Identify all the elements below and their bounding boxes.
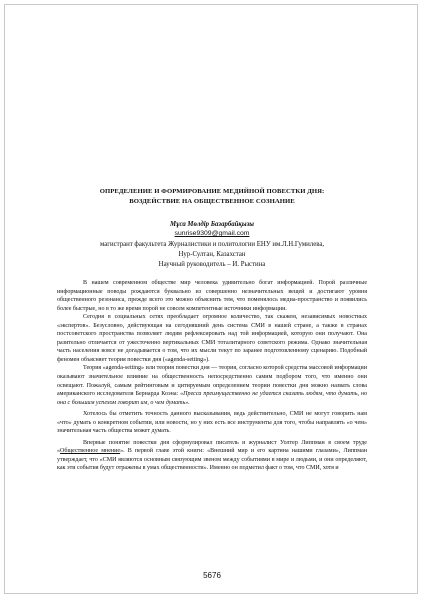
paragraph-5-text-end: ». В первой главе этой книги: «Внешний мир и его картина нашими глазами», Липпман утверждает, что «СМИ являются основным связующим звеном между событиями в мире и людьми, и они определяют, как эти события будут отражены в умах общественности». Именно он подметил факт о том, что СМИ, хотя и	[57, 448, 367, 472]
page-number: 5676	[203, 571, 221, 580]
affiliation-line-2: Нур-Султан, Казахстан	[178, 250, 246, 258]
article-title	[57, 187, 367, 206]
author-affiliation	[57, 240, 367, 269]
public-opinion-link[interactable]: Общественное мнение	[60, 448, 121, 455]
author-email-link[interactable]: sunrise9309@gmail.com	[174, 230, 250, 237]
paragraph-2: Сегодня в социальных сетях преобладает огромное количество, так скажем, независимых новостных «экспертов». Безусловно, действующая на сегодняшний день система СМИ в нашей стране, а также в странах постсоветского пространства позволяет людям рефлексировать над той информацией, которую они получают. Она разительно отличается от ужесточенно вертикальных СМИ тоталитарного советского режима. Однако значительная часть населения вовсе не догадывается о том, что их мысли текут по заранее подготовленному сценарию. Подобный феномен объясняет теория повестки дня («agenda-setting»).	[57, 314, 367, 363]
paragraph-3-text: Теория «agenda-setting» или теория повестки дня — теория, согласно которой средства массовой информации оказывают значительное влияние на общественность непосредственно самим подбором того, что именно они освещают. Пожалуй, самым рейтинговым и цитируемым определением теории повестки дня можно назвать слова американского исследователя Бернарда Коэна:	[57, 365, 367, 398]
affiliation-line-1: магистрант факультета Журналистики и политологии ЕНУ им.Л.Н.Гумилева,	[99, 241, 325, 248]
cohen-quote: «Пресса преимущественно не удается сказать людям, что думать, но она с большим успехом говорит им, о чем думать».	[57, 391, 367, 406]
paragraph-3	[57, 364, 367, 407]
paragraph-5	[57, 439, 367, 473]
article-body	[57, 279, 367, 473]
title-line-2: ВОЗДЕЙСТВИЕ НА ОБЩЕСТВЕННОЕ СОЗНАНИЕ	[129, 197, 295, 205]
paragraph-1: В нашем современном обществе мир человека удивительно богат информацией. Порой различные информационные поводы рождаются буквально из совершенно незначительных вещей и достигают уровня общественного резонанса, прежде всего это можно объяснить тем, что поменялось медиа-пространство и появились более быстрые, но в то же время порой не совсем компетентные источники информации.	[57, 280, 367, 312]
document-page	[57, 0, 367, 600]
supervisor-line: Научный руководитель – И. Рыстина	[158, 260, 266, 268]
paragraph-4: Хотелось бы отметить точность данного высказывания, ведь действительно, СМИ не могут говорить нам «что» думать о конкретном событии, или новости, но у них есть все инструменты для того, чтобы направлять «о чем» значительная часть общества может думать.	[57, 411, 367, 435]
title-line-1: ОПРЕДЕЛЕНИЕ И ФОРМИРОВАНИЕ МЕДИЙНОЙ ПОВЕСТКИ ДНЯ:	[99, 188, 325, 195]
author-name: Мұса Мөлдір Базарбайқызы	[170, 221, 254, 228]
paragraph-5-text-start: Впервые понятие повестки дня сформулировал писатель и журналист Уолтер Липпман в своем труде «	[57, 439, 367, 455]
